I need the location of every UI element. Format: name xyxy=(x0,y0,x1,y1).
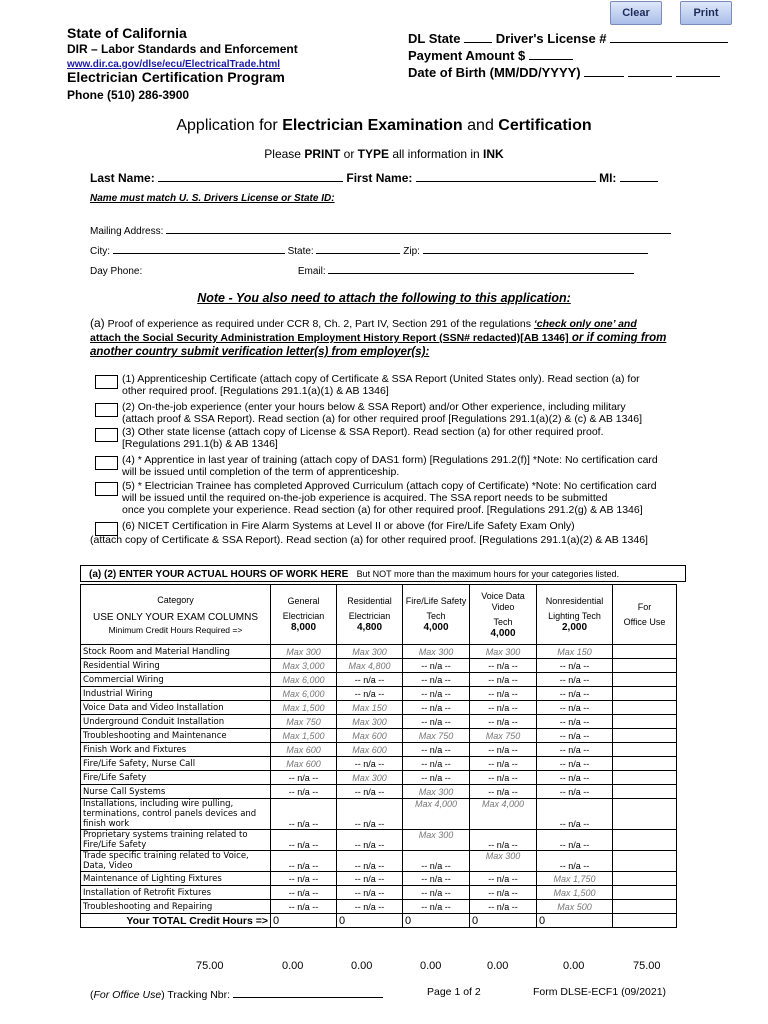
hours-input-cell[interactable]: Max 300 xyxy=(470,851,537,872)
mailing-label: Mailing Address: xyxy=(90,226,164,237)
hours-input-cell[interactable]: Max 600 xyxy=(337,743,403,757)
hours-input-cell[interactable]: Max 750 xyxy=(470,729,537,743)
hours-input-cell[interactable]: -- n/a -- xyxy=(403,659,470,673)
category-cell: Stock Room and Material Handling xyxy=(81,645,271,659)
col-sub: Office Use xyxy=(623,616,666,627)
hours-input-cell[interactable]: Max 300 xyxy=(403,785,470,799)
table-row xyxy=(81,799,677,830)
hours-input-cell[interactable]: Max 500 xyxy=(537,900,613,914)
hours-input-cell[interactable]: Max 600 xyxy=(271,743,337,757)
tracking-field[interactable] xyxy=(233,986,383,998)
hours-input-cell[interactable]: Max 1,750 xyxy=(537,872,613,886)
hours-input-cell[interactable]: -- n/a -- xyxy=(403,886,470,900)
bottom-value: 0.00 xyxy=(351,960,373,972)
option-num: (4) * xyxy=(122,454,142,466)
table-row xyxy=(81,687,677,701)
hours-input-cell[interactable]: -- n/a -- xyxy=(537,729,613,743)
last-name-field[interactable] xyxy=(158,170,343,182)
option-6-tail: (attach copy of Certificate & SSA Report). Read section (a) for other required proof. [Regulations 291.1(a)(2) & AB 1346] xyxy=(90,534,648,546)
option-line: NICET Certification in Fire Alarm Systems at Level II or above (for Fire/Life Safety Exam Only) xyxy=(137,520,575,532)
payment-row xyxy=(408,48,573,64)
hours-input-cell[interactable]: Max 300 xyxy=(337,771,403,785)
option-line: On-the-job experience (enter your hours below & SSA Report) and/or Other experience, including military xyxy=(137,401,626,413)
dl-row xyxy=(408,31,728,47)
bottom-value: 75.00 xyxy=(196,960,224,972)
option-line: once you complete your experience. Read section (a) for other required proof. [Regulations 291.2(g) & AB 1346] xyxy=(122,504,643,516)
proof-text: Proof of experience as required under CCR 8, Ch. 2, Part IV, Section 291 of the regulations xyxy=(104,318,534,330)
option-num: (2) xyxy=(122,401,135,413)
hours-input-cell[interactable]: -- n/a -- xyxy=(537,701,613,715)
hours-input-cell[interactable]: -- n/a -- xyxy=(537,673,613,687)
hours-input-cell[interactable]: -- n/a -- xyxy=(537,715,613,729)
total-hours-field[interactable]: 0 xyxy=(537,914,613,928)
hours-input-cell[interactable]: -- n/a -- xyxy=(337,872,403,886)
office-use-cell xyxy=(613,771,677,785)
hours-input-cell[interactable]: -- n/a -- xyxy=(537,771,613,785)
hours-input-cell[interactable]: -- n/a -- xyxy=(403,743,470,757)
option-line: Electrician Trainee has completed Approved Curriculum (attach copy of Certificate) *Note: No certification card xyxy=(144,480,657,492)
option-line: Apprentice in last year of training (attach copy of DAS1 form) [Regulations 291.2(f)] *Note: No certification card xyxy=(144,454,658,466)
hours-input-cell[interactable]: -- n/a -- xyxy=(537,659,613,673)
option-line: (attach proof & SSA Report). Read section (a) for other required proof [Regulations 291.1(a)(2) & (c) & AB 1346] xyxy=(122,413,643,425)
hours-input-cell[interactable]: -- n/a -- xyxy=(271,886,337,900)
hours-input-cell[interactable]: -- n/a -- xyxy=(470,872,537,886)
proof-ssa: attach the Social Security Administration Employment History Report (SSN# redacted)[AB 1346] xyxy=(90,332,569,344)
last-name-label: Last Name: xyxy=(90,171,155,185)
hours-input-cell[interactable]: Max 1,500 xyxy=(271,729,337,743)
proof-a: (a) xyxy=(90,316,105,330)
hours-table-note: But NOT more than the maximum hours for your categories listed. xyxy=(356,569,620,579)
total-hours-field[interactable]: 0 xyxy=(470,914,537,928)
hours-input-cell[interactable]: -- n/a -- xyxy=(537,785,613,799)
hours-input-cell[interactable]: -- n/a -- xyxy=(271,900,337,914)
office-use-cell xyxy=(613,687,677,701)
option-5-checkbox[interactable] xyxy=(95,482,118,496)
phone-number: Phone (510) 286-3900 xyxy=(67,88,190,102)
hours-input-cell[interactable]: Max 300 xyxy=(337,645,403,659)
column-header xyxy=(337,585,403,645)
mailing-field[interactable] xyxy=(166,222,671,234)
instructions xyxy=(0,147,768,161)
mi-label: MI: xyxy=(599,171,617,185)
col-title: General xyxy=(287,596,320,606)
hours-input-cell[interactable]: Max 6,000 xyxy=(271,673,337,687)
hours-input-cell[interactable]: Max 750 xyxy=(403,729,470,743)
hours-input-cell[interactable]: Max 600 xyxy=(337,729,403,743)
option-line: other required proof. [Regulations 291.1(a)(1) & AB 1346] xyxy=(122,385,389,397)
category-cell: Finish Work and Fixtures xyxy=(81,743,271,757)
category-header xyxy=(81,585,271,645)
hours-input-cell[interactable]: Max 300 xyxy=(271,645,337,659)
option-num: (6) xyxy=(122,520,135,532)
print-button[interactable]: Print xyxy=(680,1,732,25)
dob-row xyxy=(408,65,720,81)
table-row xyxy=(81,872,677,886)
category-cell: Installation of Retrofit Fixtures xyxy=(81,886,271,900)
hours-input-cell[interactable]: -- n/a -- xyxy=(271,771,337,785)
option-line: will be issued until the required on-the-job experience is acquired. The SSA report needs to be submitted xyxy=(122,492,608,504)
zip-field[interactable] xyxy=(423,242,648,254)
bottom-value: 0.00 xyxy=(487,960,509,972)
office-use-cell xyxy=(613,645,677,659)
state-field[interactable] xyxy=(316,242,400,254)
use-only-label: USE ONLY YOUR EXAM COLUMNS xyxy=(92,611,259,623)
hours-input-cell[interactable]: -- n/a -- xyxy=(337,799,403,830)
hours-input-cell[interactable]: -- n/a -- xyxy=(337,900,403,914)
col-sub: Tech xyxy=(426,611,446,621)
col-min: 4,800 xyxy=(356,622,383,633)
drivers-license-field[interactable] xyxy=(610,31,728,43)
hours-input-cell[interactable]: -- n/a -- xyxy=(537,851,613,872)
hours-input-cell[interactable]: -- n/a -- xyxy=(403,715,470,729)
col-min: 2,000 xyxy=(561,622,588,633)
table-row xyxy=(81,743,677,757)
name-note: Name must match U. S. Drivers License or State ID: xyxy=(90,193,335,204)
category-cell: Installations, including wire pulling, terminations, control panels devices and finish work xyxy=(81,799,271,830)
hours-input-cell[interactable]: -- n/a -- xyxy=(403,900,470,914)
office-tracking xyxy=(90,986,383,1001)
hours-input-cell[interactable]: -- n/a -- xyxy=(337,687,403,701)
dob-month-field[interactable] xyxy=(584,65,624,77)
table-row xyxy=(81,851,677,872)
option-num: (5) * xyxy=(122,480,142,492)
col-min: 8,000 xyxy=(290,622,317,633)
hours-input-cell[interactable]: -- n/a -- xyxy=(470,886,537,900)
hours-input-cell[interactable]: -- n/a -- xyxy=(537,799,613,830)
col-title: Voice Data Video xyxy=(481,590,525,612)
office-use-cell xyxy=(613,851,677,872)
dl-state-field[interactable] xyxy=(464,31,492,43)
drivers-license-label: Driver's License # xyxy=(495,31,607,46)
form-number: Form DLSE-ECF1 (09/2021) xyxy=(533,986,667,998)
phone-email-row xyxy=(90,262,690,277)
category-cell: Trade specific training related to Voice, Data, Video xyxy=(81,851,271,872)
hours-input-cell[interactable]: Max 1,500 xyxy=(537,886,613,900)
table-row xyxy=(81,645,677,659)
hours-input-cell[interactable]: Max 300 xyxy=(403,830,470,851)
hours-input-cell[interactable]: -- n/a -- xyxy=(337,851,403,872)
col-sub: Tech xyxy=(493,616,513,627)
hours-input-cell[interactable]: -- n/a -- xyxy=(537,830,613,851)
option-3-checkbox[interactable] xyxy=(95,428,118,442)
table-row xyxy=(81,673,677,687)
hours-input-cell[interactable]: -- n/a -- xyxy=(470,785,537,799)
category-cell: Nurse Call Systems xyxy=(81,785,271,799)
hours-table-title xyxy=(80,565,686,582)
col-min: 4,000 xyxy=(490,627,516,639)
bottom-value: 75.00 xyxy=(633,960,661,972)
column-header xyxy=(271,585,337,645)
office-use-cell xyxy=(613,715,677,729)
total-hours-field[interactable]: 0 xyxy=(271,914,337,928)
col-title: Fire/Life Safety xyxy=(405,596,467,606)
payment-field[interactable] xyxy=(529,48,573,60)
zip-label: Zip: xyxy=(403,246,420,257)
office-use-cell xyxy=(613,701,677,715)
email-field[interactable] xyxy=(328,262,634,274)
col-title: Residential xyxy=(347,596,392,606)
col-min: 4,000 xyxy=(423,622,449,633)
category-cell: Underground Conduit Installation xyxy=(81,715,271,729)
city-row xyxy=(90,242,690,257)
hours-input-cell[interactable]: Max 4,800 xyxy=(337,659,403,673)
table-row xyxy=(81,886,677,900)
office-use-cell xyxy=(613,799,677,830)
table-row xyxy=(81,900,677,914)
total-label: Your TOTAL Credit Hours => xyxy=(81,914,271,928)
program-name: Electrician Certification Program xyxy=(67,69,285,85)
table-row xyxy=(81,771,677,785)
proof-foreign: or if coming from xyxy=(568,332,667,344)
office-use-cell xyxy=(613,729,677,743)
col-title: Nonresidential xyxy=(545,596,604,606)
column-header xyxy=(470,585,537,645)
hours-input-cell[interactable]: -- n/a -- xyxy=(470,900,537,914)
first-name-field[interactable] xyxy=(416,170,596,182)
dob-year-field[interactable] xyxy=(676,65,720,77)
state-label: State: xyxy=(287,246,314,257)
title-cert: Certification xyxy=(498,117,592,134)
office-use-cell xyxy=(613,659,677,673)
sub-print: PRINT xyxy=(304,147,341,161)
title-and: and xyxy=(462,117,499,134)
hours-input-cell[interactable]: Max 6,000 xyxy=(271,687,337,701)
hours-input-cell[interactable]: -- n/a -- xyxy=(470,715,537,729)
bottom-value: 0.00 xyxy=(420,960,442,972)
sub-type: TYPE xyxy=(357,147,389,161)
office-use-cell xyxy=(613,785,677,799)
table-row xyxy=(81,701,677,715)
hours-input-cell[interactable]: -- n/a -- xyxy=(537,687,613,701)
table-row xyxy=(81,715,677,729)
category-cell: Residential Wiring xyxy=(81,659,271,673)
table-row xyxy=(81,659,677,673)
office-use-cell xyxy=(613,673,677,687)
hours-input-cell[interactable]: Max 4,000 xyxy=(470,799,537,830)
office-use-cell xyxy=(613,914,677,928)
hours-input-cell[interactable]: Max 1,500 xyxy=(271,701,337,715)
office-use-label: For Office Use xyxy=(93,989,162,1001)
table-header-row xyxy=(81,585,677,645)
col-sub: Electrician xyxy=(348,611,391,621)
hours-input-cell[interactable]: Max 750 xyxy=(271,715,337,729)
sub-pre: Please xyxy=(264,147,305,161)
category-cell: Fire/Life Safety xyxy=(81,771,271,785)
title-exam: Electrician Examination xyxy=(282,117,463,134)
page-number: Page 1 of 2 xyxy=(427,986,481,998)
hours-input-cell[interactable]: Max 300 xyxy=(470,645,537,659)
first-name-label: First Name: xyxy=(346,171,413,185)
option-1-checkbox[interactable] xyxy=(95,375,118,389)
option-line: [Regulations 291.1(b) & AB 1346] xyxy=(122,438,278,450)
hours-input-cell[interactable]: -- n/a -- xyxy=(337,785,403,799)
table-row xyxy=(81,785,677,799)
option-4-checkbox[interactable] xyxy=(95,456,118,470)
hours-input-cell[interactable]: -- n/a -- xyxy=(337,757,403,771)
hours-input-cell[interactable]: -- n/a -- xyxy=(403,757,470,771)
sub-ink: INK xyxy=(483,147,504,161)
state-heading: State of California xyxy=(67,25,187,41)
option-num: (3) xyxy=(122,426,135,438)
hours-input-cell[interactable]: Max 3,000 xyxy=(271,659,337,673)
hours-input-cell[interactable]: -- n/a -- xyxy=(337,830,403,851)
dept-name: DIR – Labor Standards and Enforcement xyxy=(67,42,298,56)
table-row xyxy=(81,729,677,743)
hours-input-cell[interactable]: -- n/a -- xyxy=(470,830,537,851)
attachment-note: Note - You also need to attach the following to this application: xyxy=(197,291,571,305)
min-credit-label: Minimum Credit Hours Required => xyxy=(108,624,243,635)
proof-paragraph xyxy=(90,316,680,359)
option-line: Other state license (attach copy of License & SSA Report). Read section (a) for other required proof. xyxy=(137,426,604,438)
option-num: (1) xyxy=(122,373,135,385)
hours-input-cell[interactable]: -- n/a -- xyxy=(337,886,403,900)
hours-table xyxy=(80,584,677,928)
hours-input-cell[interactable]: -- n/a -- xyxy=(470,743,537,757)
hours-table-heading: (a) (2) ENTER YOUR ACTUAL HOURS OF WORK HERE xyxy=(89,569,349,580)
sub-or: or xyxy=(340,147,358,161)
payment-label: Payment Amount $ xyxy=(408,48,526,63)
total-row xyxy=(81,914,677,928)
hours-input-cell[interactable]: Max 4,000 xyxy=(403,799,470,830)
col-sub: Electrician xyxy=(282,611,325,621)
city-label: City: xyxy=(90,246,110,257)
hours-input-cell[interactable]: -- n/a -- xyxy=(271,799,337,830)
category-cell: Voice Data and Video Installation xyxy=(81,701,271,715)
hours-input-cell[interactable]: -- n/a -- xyxy=(470,757,537,771)
proof-check-one: ‘check only one’ and xyxy=(533,318,637,330)
clear-button[interactable]: Clear xyxy=(610,1,662,25)
category-cell: Troubleshooting and Maintenance xyxy=(81,729,271,743)
day-phone-label: Day Phone: xyxy=(90,266,143,277)
hours-input-cell[interactable]: -- n/a -- xyxy=(470,771,537,785)
hours-input-cell[interactable]: Max 150 xyxy=(337,701,403,715)
hours-input-cell[interactable]: -- n/a -- xyxy=(271,830,337,851)
office-use-cell xyxy=(613,900,677,914)
total-hours-field[interactable]: 0 xyxy=(403,914,470,928)
hours-input-cell[interactable]: -- n/a -- xyxy=(271,872,337,886)
category-cell: Industrial Wiring xyxy=(81,687,271,701)
hours-input-cell[interactable]: -- n/a -- xyxy=(470,687,537,701)
website-link[interactable]: www.dir.ca.gov/dlse/ecu/ElectricalTrade.html xyxy=(67,59,281,70)
category-cell: Proprietary systems training related to Fire/Life Safety xyxy=(81,830,271,851)
dob-label: Date of Birth (MM/DD/YYYY) xyxy=(408,65,581,80)
total-hours-field[interactable]: 0 xyxy=(337,914,403,928)
dl-state-label: DL State xyxy=(408,31,461,46)
hours-input-cell[interactable]: -- n/a -- xyxy=(337,673,403,687)
office-use-cell xyxy=(613,757,677,771)
office-use-cell xyxy=(613,830,677,851)
bottom-value: 0.00 xyxy=(282,960,304,972)
hours-input-cell[interactable]: -- n/a -- xyxy=(403,687,470,701)
hours-input-cell[interactable]: -- n/a -- xyxy=(403,872,470,886)
mi-field[interactable] xyxy=(620,170,658,182)
office-paren-open: ( xyxy=(90,989,94,1001)
hours-input-cell[interactable]: Max 300 xyxy=(403,645,470,659)
hours-input-cell[interactable]: Max 300 xyxy=(337,715,403,729)
hours-input-cell[interactable]: -- n/a -- xyxy=(403,701,470,715)
bottom-value: 0.00 xyxy=(563,960,585,972)
hours-input-cell[interactable]: -- n/a -- xyxy=(470,673,537,687)
column-header xyxy=(613,585,677,645)
hours-input-cell[interactable]: -- n/a -- xyxy=(537,757,613,771)
category-cell: Fire/Life Safety, Nurse Call xyxy=(81,757,271,771)
category-cell: Commercial Wiring xyxy=(81,673,271,687)
title-pre: Application for xyxy=(176,117,283,134)
column-header xyxy=(403,585,470,645)
hours-input-cell[interactable]: -- n/a -- xyxy=(271,851,337,872)
option-2-checkbox[interactable] xyxy=(95,403,118,417)
hours-input-cell[interactable]: -- n/a -- xyxy=(537,743,613,757)
page-title xyxy=(0,117,768,135)
hours-input-cell[interactable]: -- n/a -- xyxy=(403,851,470,872)
hours-input-cell[interactable]: -- n/a -- xyxy=(403,771,470,785)
col-title: For xyxy=(637,601,652,612)
column-header xyxy=(537,585,613,645)
hours-input-cell[interactable]: Max 150 xyxy=(537,645,613,659)
proof-employer: another country submit verification letter(s) from employer(s): xyxy=(90,346,430,358)
office-use-cell xyxy=(613,872,677,886)
email-label: Email: xyxy=(297,266,326,277)
category-label: Category xyxy=(157,594,194,605)
hours-input-cell[interactable]: -- n/a -- xyxy=(470,659,537,673)
office-use-cell xyxy=(613,743,677,757)
option-line: will be issued until completion of the term of apprenticeship. xyxy=(122,466,400,478)
hours-input-cell[interactable]: -- n/a -- xyxy=(271,785,337,799)
city-field[interactable] xyxy=(113,242,285,254)
sub-post: all information in xyxy=(389,147,484,161)
table-row xyxy=(81,830,677,851)
option-line: Apprenticeship Certificate (attach copy of Certificate & SSA Report (United States only). Read section (a) for xyxy=(137,373,640,385)
hours-input-cell[interactable]: -- n/a -- xyxy=(470,701,537,715)
col-sub: Lighting Tech xyxy=(548,611,601,621)
category-cell: Troubleshooting and Repairing xyxy=(81,900,271,914)
dob-day-field[interactable] xyxy=(628,65,672,77)
office-use-cell xyxy=(613,886,677,900)
tracking-label: ) Tracking Nbr: xyxy=(161,989,231,1001)
hours-input-cell[interactable]: -- n/a -- xyxy=(403,673,470,687)
hours-input-cell[interactable]: Max 600 xyxy=(271,757,337,771)
name-row xyxy=(90,170,690,185)
category-cell: Maintenance of Lighting Fixtures xyxy=(81,872,271,886)
mailing-row xyxy=(90,222,690,237)
table-row xyxy=(81,757,677,771)
